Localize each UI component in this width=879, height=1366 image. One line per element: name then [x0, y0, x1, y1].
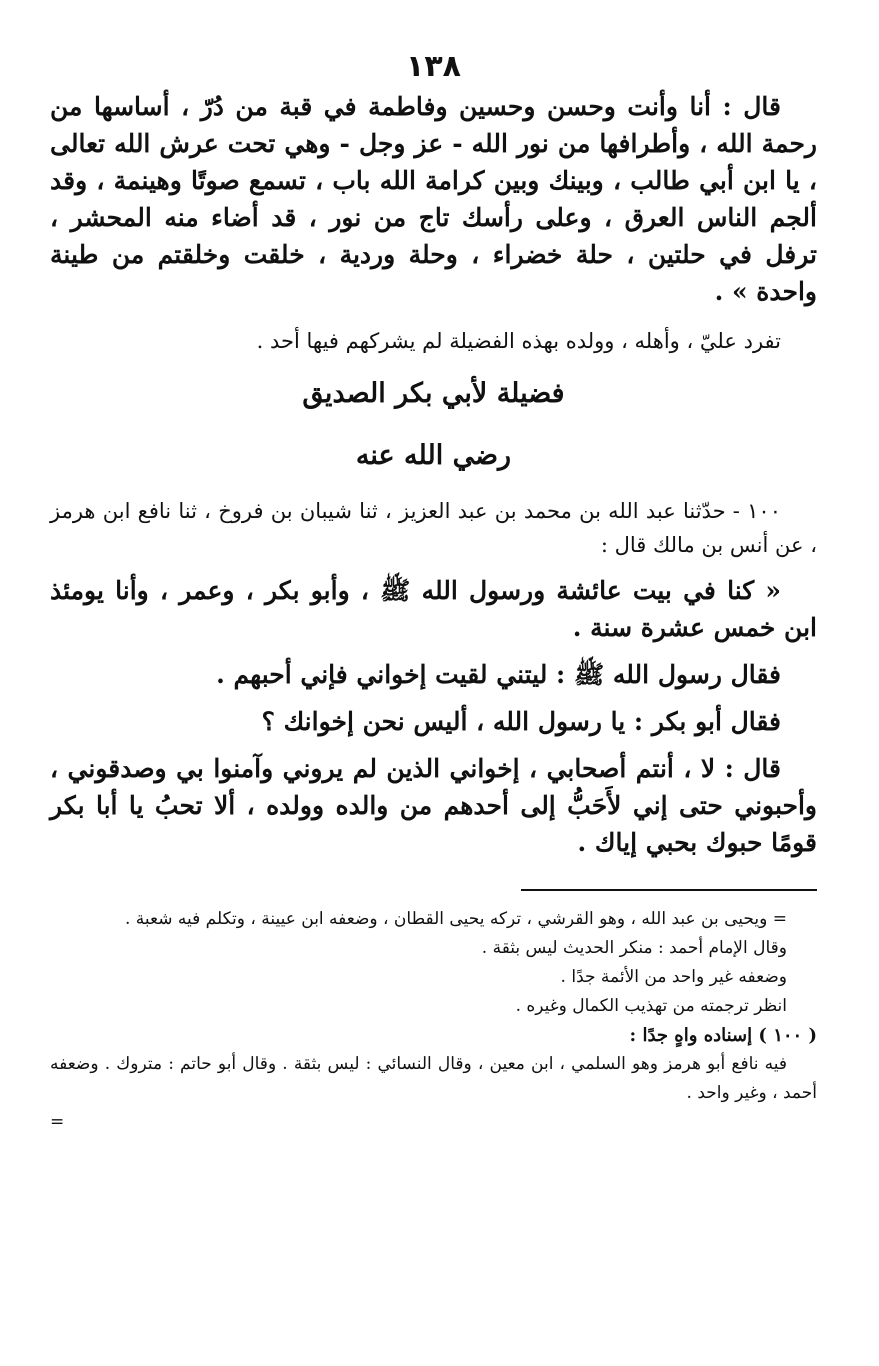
section-subtitle: رضي الله عنه	[355, 440, 512, 471]
footnote-line: = ويحيى بن عبد الله ، وهو القرشي ، تركه يحيى القطان ، وضعفه ابن عيينة ، وتكلم فيه شعبة .	[124, 909, 787, 929]
hadith-paragraph: « كنا في بيت عائشة ورسول الله ﷺ ، وأبو بكر ، وعمر ، وأنا يومئذ ابن خمس عشرة سنة .	[50, 576, 817, 642]
section-title: فضيلة لأبي بكر الصديق	[302, 378, 565, 409]
page-number: ١٣٨	[406, 49, 461, 84]
isnad-paragraph: ١٠٠ - حدّثنا عبد الله بن محمد بن عبد العزيز ، ثنا شيبان بن فروخ ، ثنا نافع ابن هرمز ، عن أنس بن مالك قال :	[50, 499, 817, 557]
hadith-paragraph: فقال أبو بكر : يا رسول الله ، أليس نحن إخوانك ؟	[261, 707, 781, 736]
footnote-line: وضعفه غير واحد من الأئمة جدًا .	[560, 967, 787, 987]
footnote-line: فيه نافع أبو هرمز وهو السلمي ، ابن معين ، وقال النسائي : ليس بثقة . وقال أبو حاتم : متروك . وضعفه أحمد ، وغير واحد .	[50, 1054, 817, 1103]
commentary-paragraph: تفرد عليّ ، وأهله ، وولده بهذه الفضيلة لم يشركهم فيها أحد .	[256, 329, 781, 353]
hadith-paragraph: فقال رسول الله ﷺ : ليتني لقيت إخواني فإني أحبهم .	[216, 660, 781, 689]
footnote-line: وقال الإمام أحمد : منكر الحديث ليس بثقة .	[481, 938, 787, 958]
footnote-continuation-mark: =	[50, 1112, 65, 1132]
footnotes	[50, 905, 817, 1137]
footnote-heading: ( ١٠٠ ) إسناده واهٍ جدًا :	[629, 1025, 817, 1046]
hadith-continuation: قال : أنا وأنت وحسن وحسين وفاطمة في قبة من دُرّ ، أساسها من رحمة الله ، وأطرافها من نور الله - عز وجل - وهي تحت عرش الله تعالى ، يا ابن أبي طالب ، وبينك وبين كرامة الله باب ، تسمع صوتًا وهينمة ، وقد ألجم الناس العرق ، وعلى رأسك تاج من نور ، قد أضاء منه المحشر ، ترفل في حلتين ، حلة خضراء ، وحلة وردية ، خلقت وخلقتم من طينة واحدة » .	[50, 92, 817, 306]
footnote-divider	[521, 889, 817, 891]
footnote-line: انظر ترجمته من تهذيب الكمال وغيره .	[515, 996, 787, 1016]
hadith-paragraph: قال : لا ، أنتم أصحابي ، إخواني الذين لم يروني وآمنوا بي وصدقوني ، وأحبوني حتى إني لأَحَبُّ إلى أحدهم من والده وولده ، ألا تحبُ يا أبا بكر قومًا حبوك بحبي إياك .	[50, 754, 817, 857]
